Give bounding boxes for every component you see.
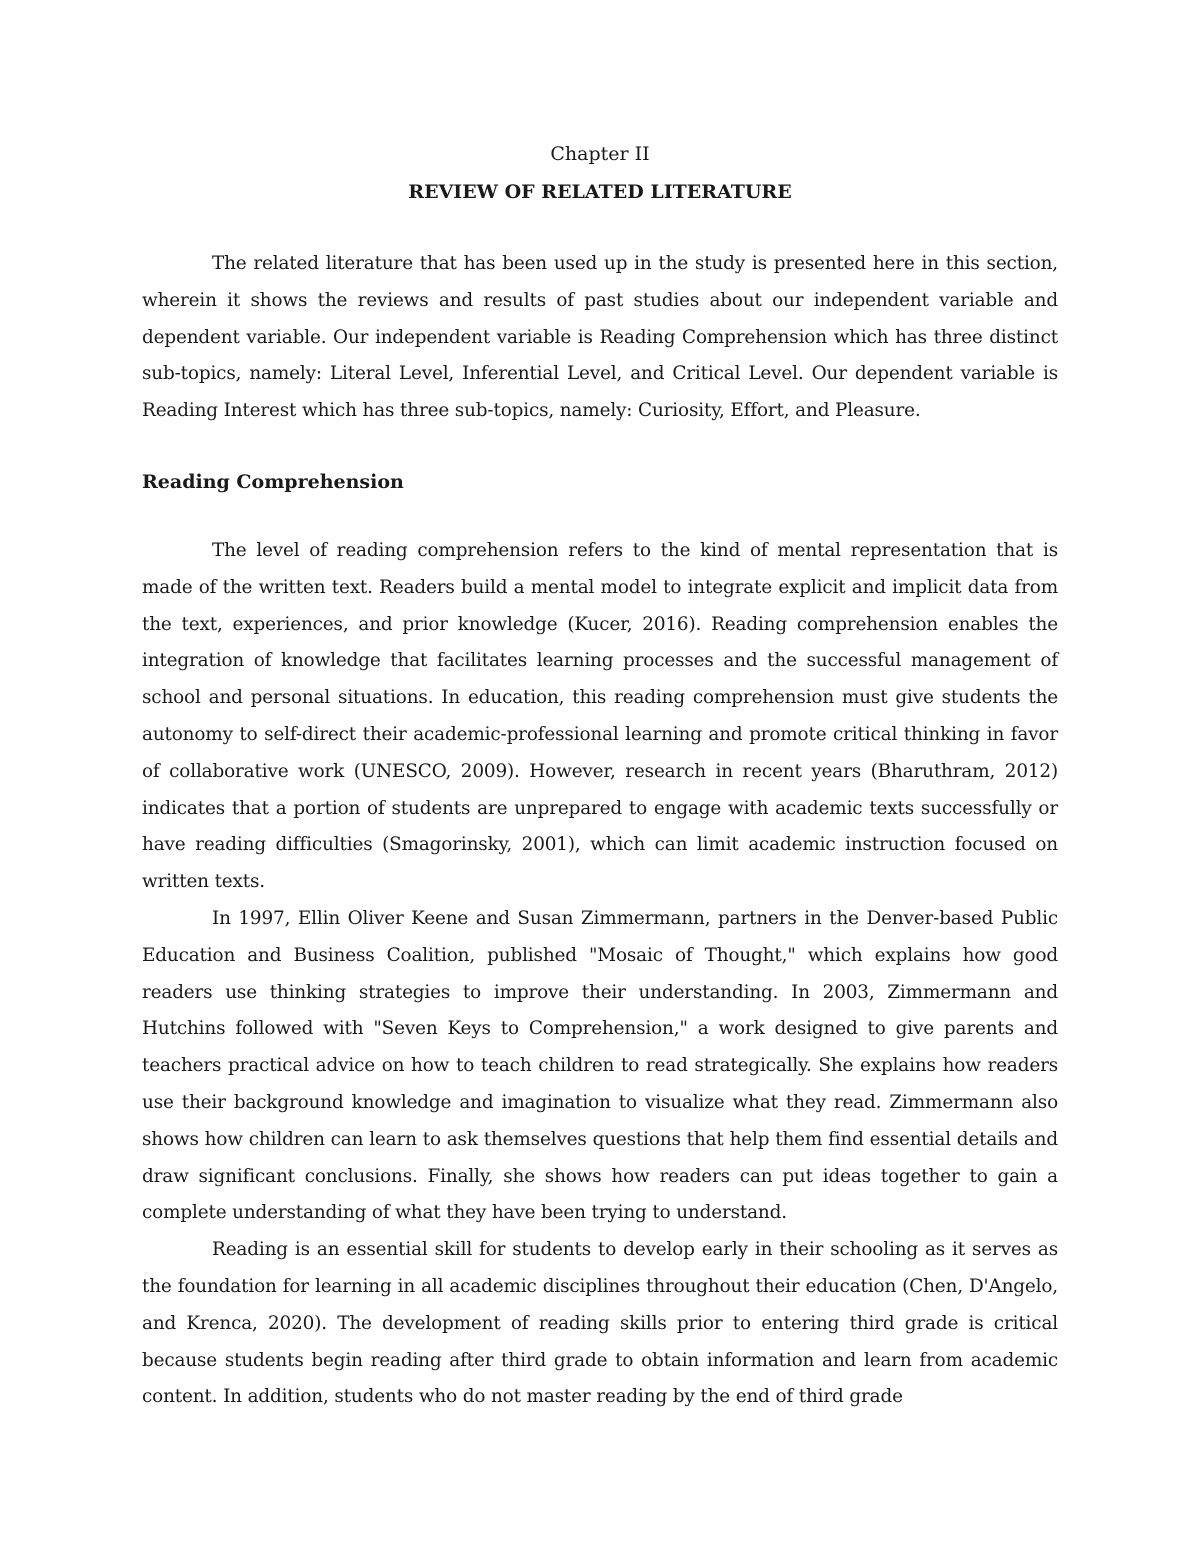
chapter-title: REVIEW OF RELATED LITERATURE bbox=[408, 181, 792, 203]
section-heading: Reading Comprehension bbox=[142, 470, 404, 493]
chapter-label: Chapter II bbox=[550, 143, 650, 165]
body-paragraph: In 1997, Ellin Oliver Keene and Susan Zimmermann, partners in the Denver-based Public Education and Business Coalition, published "Mosaic of Thought," which explains how good readers use thinking strategies to improve their understanding. In 2003, Zimmermann and Hutchins followed with "Seven Keys to Comprehension," a work designed to give parents and teachers practical advice on how to teach children to read strategically. She explains how readers use their background knowledge and imagination to visualize what they read. Zimmermann also shows how children can learn to ask themselves questions that help them find essential details and draw significant conclusions. Finally, she shows how readers can put ideas together to gain a complete understanding of what they have been trying to understand. bbox=[142, 907, 1058, 1224]
body-paragraph: The level of reading comprehension refers to the kind of mental representation that is made of the written text. Readers build a mental model to integrate explicit and implicit data from the text, experiences, and prior knowledge (Kucer, 2016). Reading comprehension enables the integration of knowledge that facilitates learning processes and the successful management of school and personal situations. In education, this reading comprehension must give students the autonomy to self-direct their academic-professional learning and promote critical thinking in favor of collaborative work (UNESCO, 2009). However, research in recent years (Bharuthram, 2012) indicates that a portion of students are unprepared to engage with academic texts successfully or have reading difficulties (Smagorinsky, 2001), which can limit academic instruction focused on written texts. bbox=[142, 539, 1058, 893]
body-paragraph: Reading is an essential skill for students to develop early in their schooling as it serves as the foundation for learning in all academic disciplines throughout their education (Chen, D'Angelo, and Krenca, 2020). The development of reading skills prior to entering third grade is critical because students begin reading after third grade to obtain information and learn from academic content. In addition, students who do not master reading by the end of third grade bbox=[142, 1239, 1058, 1408]
intro-paragraph: The related literature that has been used up in the study is presented here in this section, wherein it shows the reviews and results of past studies about our independent variable and dependent variable. Our independent variable is Reading Comprehension which has three distinct sub-topics, namely: Literal Level, Inferential Level, and Critical Level. Our dependent variable is Reading Interest which has three sub-topics, namely: Curiosity, Effort, and Pleasure. bbox=[142, 253, 1058, 422]
document-page bbox=[142, 138, 1058, 1416]
section-body bbox=[142, 533, 1058, 1416]
